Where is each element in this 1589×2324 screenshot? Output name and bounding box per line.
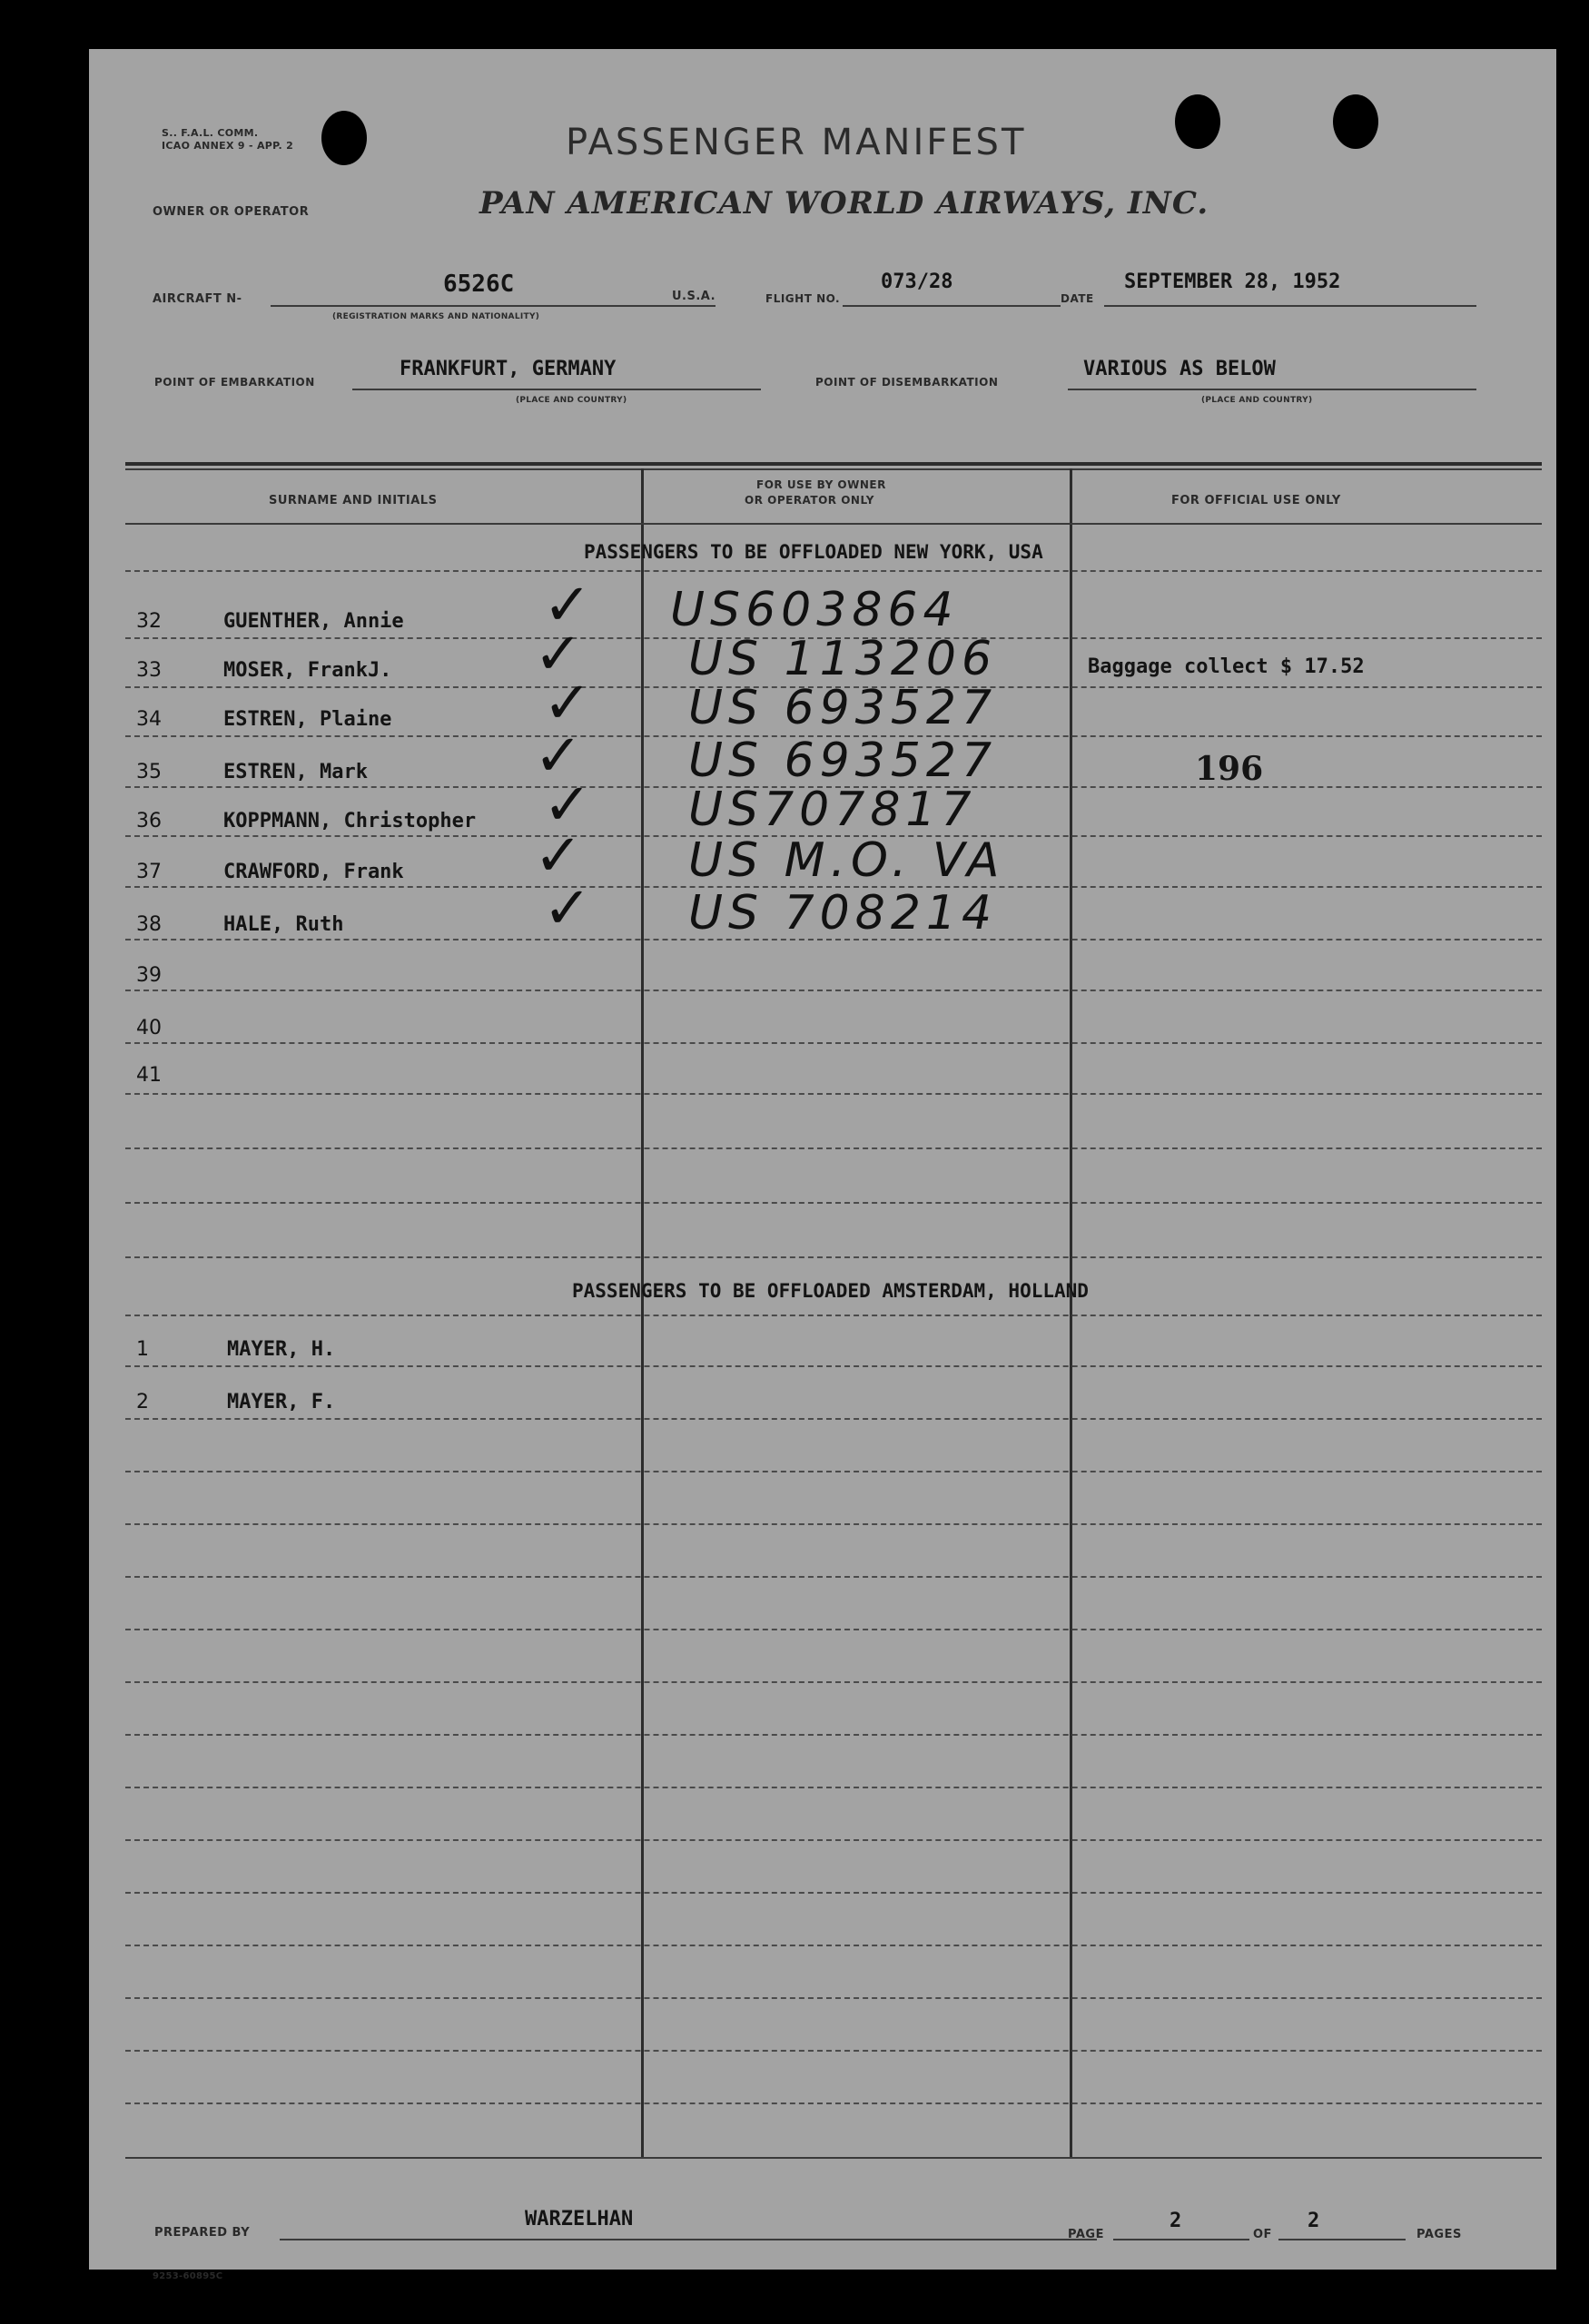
usa-label: U.S.A. xyxy=(672,290,716,303)
page-value: 2 xyxy=(1170,2210,1182,2232)
of-label: OF xyxy=(1253,2228,1272,2241)
passport-number: US 708214 xyxy=(688,886,998,940)
row-rule xyxy=(125,1147,1542,1149)
passenger-name: ESTREN, Mark xyxy=(223,761,368,783)
passport-number: US 693527 xyxy=(688,681,998,735)
prepared-value: WARZELHAN xyxy=(525,2208,634,2230)
passenger-name: KOPPMANN, Christopher xyxy=(223,810,477,832)
embark-label: POINT OF EMBARKATION xyxy=(154,376,315,389)
form-code-line2: ICAO ANNEX 9 - APP. 2 xyxy=(162,140,294,152)
row-rule xyxy=(125,1315,1542,1316)
col-surname: SURNAME AND INITIALS xyxy=(269,494,438,507)
row-rule xyxy=(125,1418,1542,1420)
embark-value: FRANKFURT, GERMANY xyxy=(400,358,617,380)
column-divider-2 xyxy=(1070,468,1072,2157)
table-top-rule-2 xyxy=(125,468,1542,470)
passenger-name: CRAWFORD, Frank xyxy=(223,861,404,883)
official-note: Baggage collect $ 17.52 xyxy=(1088,655,1365,678)
page-label: PAGE xyxy=(1068,2228,1104,2241)
flight-value: 073/28 xyxy=(881,271,953,293)
passport-number: US M.O. VA xyxy=(688,833,1005,888)
aircraft-value: 6526C xyxy=(443,271,515,298)
check-mark: ✓ xyxy=(534,621,583,688)
row-number: 34 xyxy=(136,708,162,731)
date-label: DATE xyxy=(1061,292,1094,305)
page-title: PASSENGER MANIFEST xyxy=(566,122,1027,163)
passenger-name: MOSER, FrankJ. xyxy=(223,659,392,682)
owner-label: OWNER OR OPERATOR xyxy=(153,205,310,219)
row-rule xyxy=(125,1202,1542,1204)
check-mark: ✓ xyxy=(543,875,592,942)
passenger-name: MAYER, H. xyxy=(227,1338,336,1361)
disembark-note: (PLACE AND COUNTRY) xyxy=(1201,396,1313,405)
passport-number: US 693527 xyxy=(688,734,998,788)
row-number: 40 xyxy=(136,1017,162,1039)
row-rule xyxy=(125,1365,1542,1367)
table-top-rule xyxy=(125,462,1542,466)
check-mark: ✓ xyxy=(534,822,583,890)
row-rule xyxy=(125,1471,1542,1472)
table-bottom-rule xyxy=(125,2157,1542,2159)
row-number: 41 xyxy=(136,1064,162,1087)
row-rule xyxy=(125,1042,1542,1044)
passenger-name: ESTREN, Plaine xyxy=(223,708,392,731)
section-ny-heading: PASSENGERS TO BE OFFLOADED NEW YORK, USA xyxy=(584,541,1043,563)
check-mark: ✓ xyxy=(543,670,592,737)
pages-label: PAGES xyxy=(1416,2228,1462,2241)
passport-number: US603864 xyxy=(670,583,959,637)
check-mark: ✓ xyxy=(534,723,583,790)
passenger-name: HALE, Ruth xyxy=(223,913,344,936)
section-ams-heading: PASSENGERS TO BE OFFLOADED AMSTERDAM, HOLLAND xyxy=(572,1280,1089,1302)
of-value: 2 xyxy=(1308,2210,1320,2232)
owner-value: PAN AMERICAN WORLD AIRWAYS, INC. xyxy=(479,185,1209,222)
disembark-label: POINT OF DISEMBARKATION xyxy=(815,376,999,389)
col-official: FOR OFFICIAL USE ONLY xyxy=(1171,494,1341,507)
row-rule xyxy=(125,1734,1542,1736)
row-number: 36 xyxy=(136,810,162,832)
form-number: 9253-60895C xyxy=(153,2271,223,2281)
passport-number: US 113206 xyxy=(688,632,998,686)
row-rule xyxy=(125,1093,1542,1095)
aircraft-label: AIRCRAFT N- xyxy=(153,292,242,306)
row-rule xyxy=(125,1945,1542,1946)
registration-note: (REGISTRATION MARKS AND NATIONALITY) xyxy=(332,312,540,321)
row-rule xyxy=(125,2102,1542,2104)
row-rule xyxy=(125,990,1542,991)
row-number: 33 xyxy=(136,659,162,682)
header-rule xyxy=(125,523,1542,525)
row-number: 1 xyxy=(136,1338,149,1361)
row-number: 38 xyxy=(136,913,162,936)
row-rule xyxy=(125,1892,1542,1894)
passenger-name: MAYER, F. xyxy=(227,1391,336,1413)
row-rule xyxy=(125,1523,1542,1525)
row-number: 37 xyxy=(136,861,162,883)
row-rule xyxy=(125,1787,1542,1788)
col-owner-use-1: FOR USE BY OWNER xyxy=(756,478,886,491)
flight-label: FLIGHT NO. xyxy=(765,292,841,305)
disembark-value: VARIOUS AS BELOW xyxy=(1083,358,1276,380)
official-note: 196 xyxy=(1195,750,1264,788)
row-rule xyxy=(125,1629,1542,1630)
row-rule xyxy=(125,1997,1542,1999)
passport-number: US707817 xyxy=(688,783,977,837)
punch-hole xyxy=(1175,94,1220,149)
row-number: 2 xyxy=(136,1391,149,1413)
column-divider-1 xyxy=(641,468,644,2157)
row-rule xyxy=(125,1681,1542,1683)
row-rule xyxy=(125,1576,1542,1578)
row-rule xyxy=(125,1839,1542,1841)
manifest-page xyxy=(89,49,1556,2281)
embark-note: (PLACE AND COUNTRY) xyxy=(516,396,627,405)
punch-hole xyxy=(1333,94,1378,149)
form-code-line1: S.. F.A.L. COMM. xyxy=(162,127,259,139)
check-mark: ✓ xyxy=(543,772,592,839)
col-owner-use-2: OR OPERATOR ONLY xyxy=(745,494,874,507)
prepared-label: PREPARED BY xyxy=(154,2226,251,2240)
row-rule xyxy=(125,1256,1542,1258)
punch-hole xyxy=(321,111,367,165)
row-rule xyxy=(125,2050,1542,2052)
check-mark: ✓ xyxy=(543,572,592,639)
passenger-name: GUENTHER, Annie xyxy=(223,610,404,633)
row-number: 35 xyxy=(136,761,162,783)
row-number: 32 xyxy=(136,610,162,633)
row-number: 39 xyxy=(136,964,162,987)
date-value: SEPTEMBER 28, 1952 xyxy=(1124,271,1341,293)
